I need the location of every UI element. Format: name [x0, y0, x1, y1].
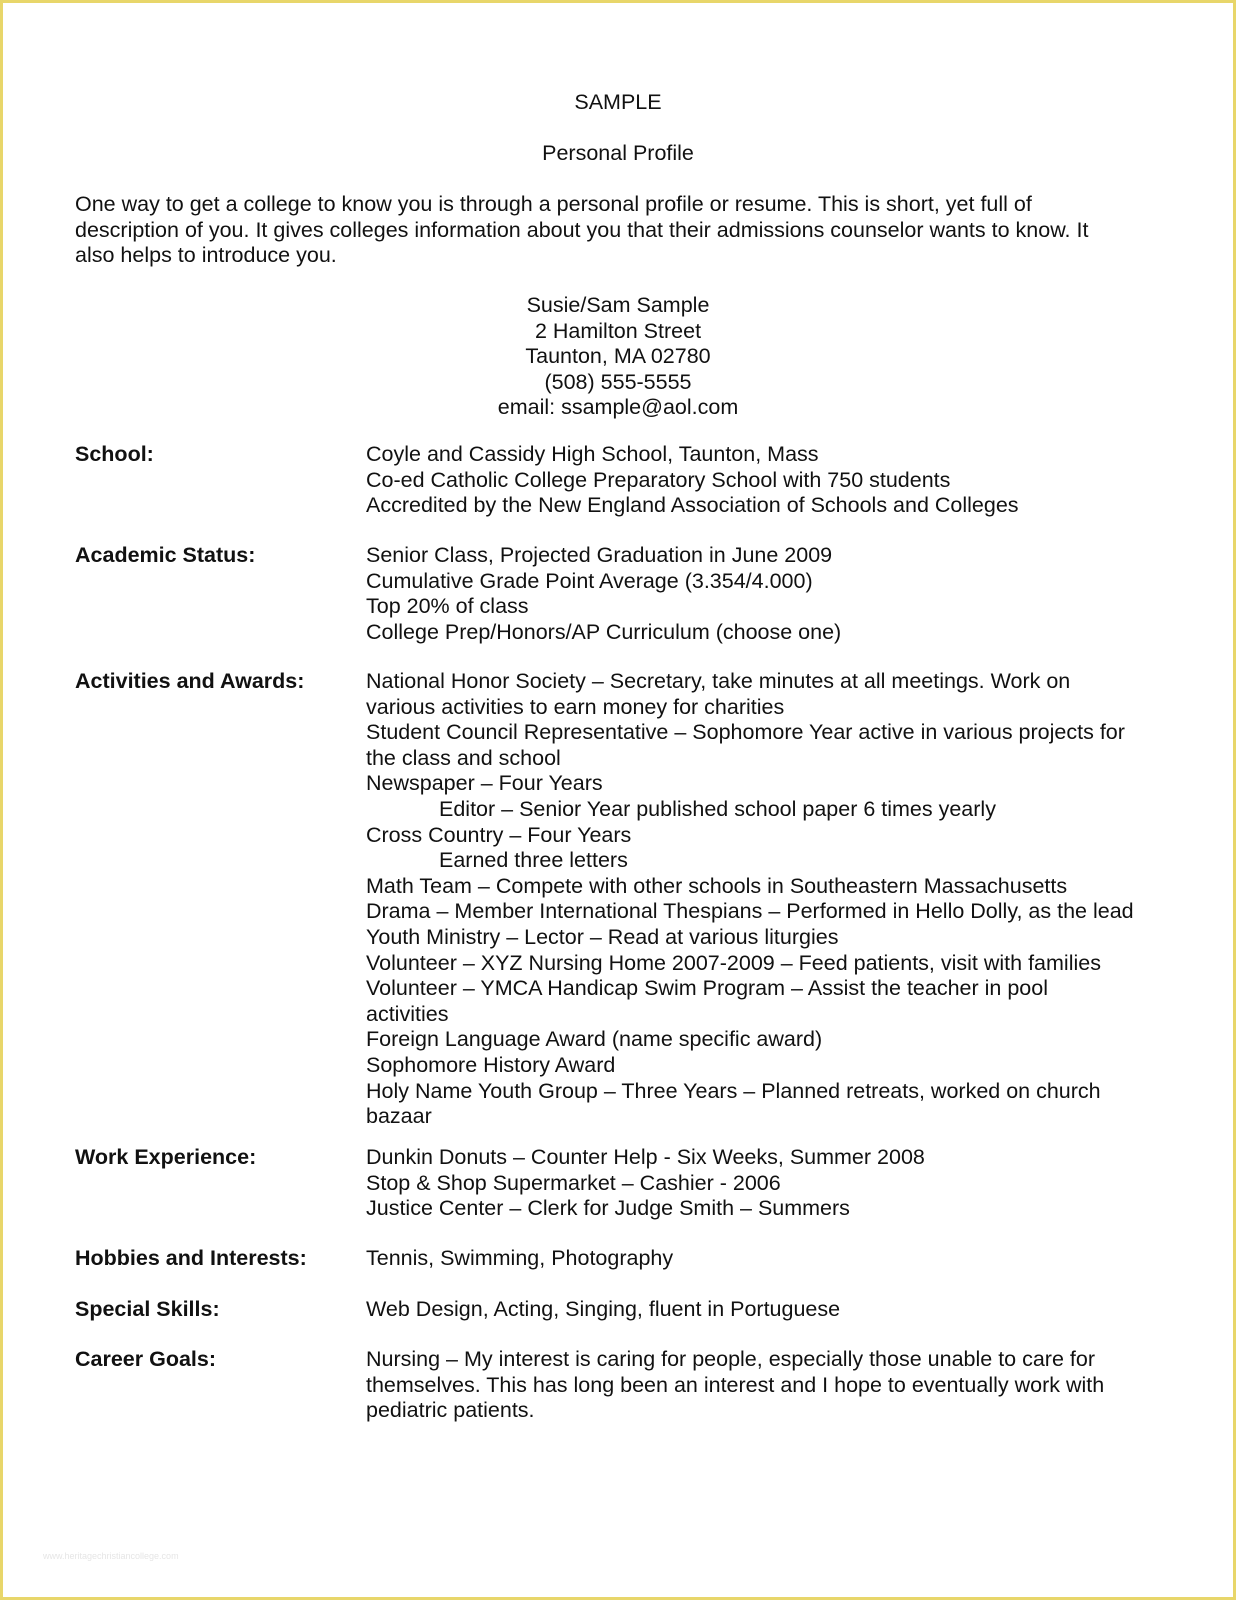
section-line: Justice Center – Clerk for Judge Smith – Summers: [366, 1196, 850, 1221]
section-line-indented: Earned three letters: [439, 848, 628, 873]
section-line: Stop & Shop Supermarket – Cashier - 2006: [366, 1170, 781, 1195]
section-line: Volunteer – YMCA Handicap Swim Program – Assist the teacher in pool: [366, 976, 1048, 1001]
section-line: Cumulative Grade Point Average (3.354/4.000): [366, 568, 813, 593]
section-label: Activities and Awards:: [75, 669, 305, 693]
section-line: activities: [366, 1001, 449, 1026]
section-label: Career Goals:: [75, 1347, 217, 1371]
section-body: [366, 543, 1166, 645]
intro-line: One way to get a college to know you is through a personal profile or resume. This is short, yet full of: [75, 192, 1032, 216]
section-line: Holy Name Youth Group – Three Years – Planned retreats, worked on church: [366, 1078, 1101, 1103]
section-label: School:: [75, 442, 154, 466]
section-line: Top 20% of class: [366, 594, 529, 619]
section-line: Drama – Member International Thespians – Performed in Hello Dolly, as the lead: [366, 899, 1134, 924]
section-line: the class and school: [366, 745, 561, 770]
contact-name: Susie/Sam Sample: [526, 293, 710, 317]
section-line: Tennis, Swimming, Photography: [366, 1246, 674, 1270]
section-line: Student Council Representative – Sophomore Year active in various projects for: [366, 720, 1125, 745]
section-line: pediatric patients.: [366, 1398, 535, 1423]
intro-paragraph: [75, 192, 1155, 269]
section-body: [366, 1347, 1166, 1424]
sample-heading: SAMPLE: [574, 90, 662, 114]
contact-block: [3, 293, 1233, 421]
intro-line: also helps to introduce you.: [75, 243, 337, 268]
section-line: various activities to earn money for charities: [366, 694, 785, 719]
section-line: themselves. This has long been an interest and I hope to eventually work with: [366, 1372, 1105, 1397]
section-line: College Prep/Honors/AP Curriculum (choose one): [366, 619, 842, 644]
contact-email: email: ssample@aol.com: [497, 395, 739, 420]
section-line: Newspaper – Four Years: [366, 771, 603, 796]
section-line-indented: Editor – Senior Year published school paper 6 times yearly: [439, 796, 996, 821]
section-line: Foreign Language Award (name specific award): [366, 1027, 823, 1052]
section-line: Web Design, Acting, Singing, fluent in Portuguese: [366, 1297, 841, 1321]
section-line: Volunteer – XYZ Nursing Home 2007-2009 – Feed patients, visit with families: [366, 950, 1101, 975]
contact-city: Taunton, MA 02780: [525, 344, 711, 369]
section-line: Senior Class, Projected Graduation in June 2009: [366, 543, 833, 567]
section-line: Dunkin Donuts – Counter Help - Six Weeks, Summer 2008: [366, 1145, 925, 1169]
section-body: [366, 1145, 1166, 1222]
section-label: Work Experience:: [75, 1145, 257, 1169]
section-body: [366, 669, 1166, 1130]
section-label: Hobbies and Interests:: [75, 1246, 307, 1270]
section-line: Youth Ministry – Lector – Read at various liturgies: [366, 924, 839, 949]
watermark-text: www.heritagechristiancollege.com: [43, 1551, 179, 1561]
section-line: Nursing – My interest is caring for people, especially those unable to care for: [366, 1347, 1095, 1371]
section-line: Accredited by the New England Association of Schools and Colleges: [366, 493, 1019, 518]
section-line: Coyle and Cassidy High School, Taunton, Mass: [366, 442, 819, 466]
section-line: Cross Country – Four Years: [366, 822, 632, 847]
section-line: Co-ed Catholic College Preparatory School with 750 students: [366, 467, 951, 492]
section-label: Special Skills:: [75, 1297, 220, 1321]
section-body: [366, 442, 1166, 519]
contact-street: 2 Hamilton Street: [534, 318, 702, 343]
contact-phone: (508) 555-5555: [544, 369, 692, 394]
profile-heading: Personal Profile: [542, 141, 694, 165]
section-line: bazaar: [366, 1104, 432, 1129]
section-body: [366, 1297, 1166, 1323]
intro-line: description of you. It gives colleges information about you that their admissions counselor wants to know. It: [75, 217, 1089, 242]
section-label: Academic Status:: [75, 543, 256, 567]
section-line: Math Team – Compete with other schools in Southeastern Massachusetts: [366, 873, 1068, 898]
section-line: Sophomore History Award: [366, 1052, 616, 1077]
section-body: [366, 1246, 1166, 1272]
section-line: National Honor Society – Secretary, take minutes at all meetings. Work on: [366, 669, 1071, 693]
